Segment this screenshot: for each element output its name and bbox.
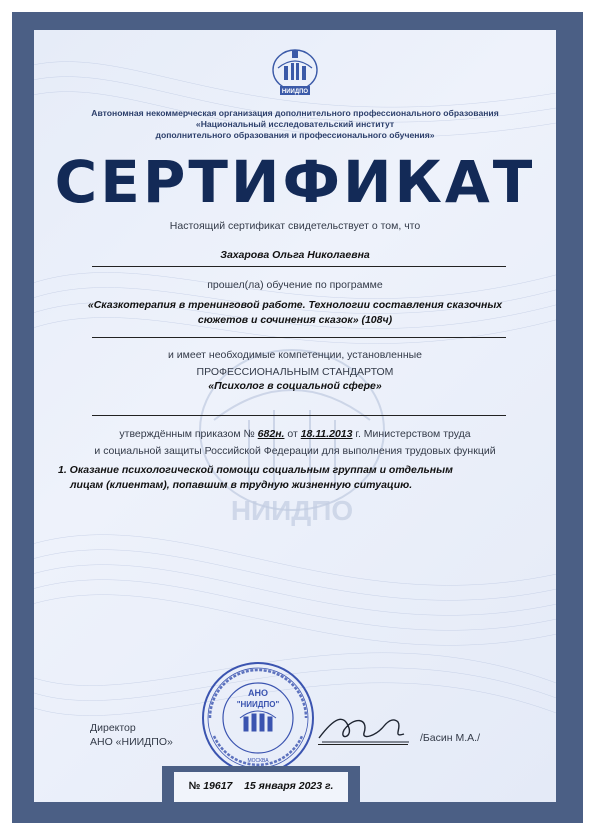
standard-name: «Психолог в социальной сфере» — [208, 380, 382, 392]
program-intro: прошел(ла) обучение по программе — [207, 279, 383, 291]
order-number: 682н. — [257, 428, 285, 440]
org-line-3: дополнительного образования и профессионального обучения» — [155, 130, 435, 140]
order-date: 18.11.2013 — [300, 428, 353, 440]
standard-underline — [92, 415, 506, 416]
stamp-name: "НИИДПО" — [236, 700, 280, 709]
order-from: от — [287, 428, 298, 440]
intro-text: Настоящий сертификат свидетельствует о том, что — [169, 220, 421, 232]
program-name-line-2: сюжетов и сочинения сказок» (108ч) — [197, 314, 393, 326]
issue-date: 15 января 2023 г. — [244, 780, 334, 792]
handwritten-signature — [314, 708, 414, 748]
program-underline — [92, 337, 506, 338]
official-stamp — [200, 660, 316, 776]
recipient-name: Захарова Ольга Николаевна — [220, 249, 370, 261]
org-line-2: «Национальный исследовательский институт — [195, 119, 395, 129]
order-prefix: утверждённым приказом № — [119, 428, 255, 440]
stamp-city: МОСКВА — [247, 758, 269, 764]
number-sign: № — [188, 780, 201, 792]
order-line-2: и социальной защиты Российской Федерации для выполнения трудовых функций — [94, 445, 496, 457]
function-line-2: лицам (клиентам), попавшим в трудную жизненную ситуацию. — [70, 479, 413, 491]
signature-line — [318, 744, 408, 745]
signatory-title: Директор — [90, 722, 136, 734]
standard-label: ПРОФЕССИОНАЛЬНЫМ СТАНДАРТОМ — [196, 366, 394, 378]
recipient-underline — [92, 266, 506, 267]
competence-text: и имеет необходимые компетенции, установленные — [167, 349, 422, 361]
certificate-title: СЕРТИФИКАТ — [54, 148, 536, 216]
stamp-ano: АНО — [248, 688, 268, 698]
certificate-number: 19617 — [203, 780, 233, 792]
watermark-text: НИИДПО — [230, 495, 354, 526]
certificate-number-line — [174, 780, 348, 792]
function-line-1: 1. Оказание психологической помощи социальным группам и отдельным — [58, 464, 453, 476]
niidpo-logo-icon — [270, 46, 320, 100]
certificate-body — [34, 30, 556, 802]
org-line-1: Автономная некоммерческая организация дополнительного профессионального образования — [91, 108, 499, 118]
svg-text:НИИДПО: НИИДПО — [281, 89, 309, 95]
program-name-line-1: «Сказкотерапия в тренинговой работе. Технологии составления сказочных — [87, 299, 503, 311]
order-line-1 — [34, 428, 556, 440]
signatory-name: /Басин М.А./ — [420, 732, 480, 744]
signatory-org: АНО «НИИДПО» — [90, 736, 173, 748]
order-suffix: г. Министерством труда — [355, 428, 471, 440]
